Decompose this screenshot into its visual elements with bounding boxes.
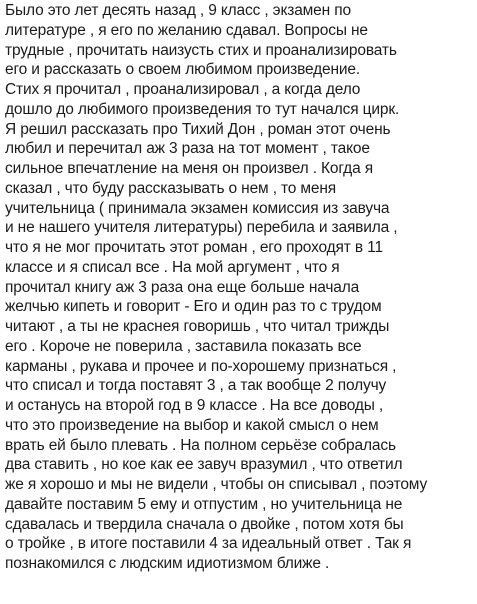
text-line: давайте поставим 5 ему и отпустим , но учительница не bbox=[5, 495, 403, 513]
text-line: трудные , прочитать наизусть стих и проанализировать bbox=[5, 41, 397, 59]
text-line: и останусь на второй год в 9 классе . На все доводы , bbox=[5, 397, 384, 414]
text-line: что это произведение на выбор и какой смысл о нем bbox=[5, 416, 379, 434]
text-line: его . Короче не поверила , заставила показать все bbox=[5, 337, 362, 355]
text-line: дошло до любимого произведения то тут начался цирк. bbox=[5, 100, 400, 118]
text-line: два ставить , но кое как ее завуч вразумил , что ответил bbox=[5, 456, 403, 474]
text-line: учительница ( принимала экзамен комиссия из завуча bbox=[5, 199, 390, 217]
text-line: прочитал книгу аж 3 раза она еще больше начала bbox=[5, 278, 360, 296]
text-line: карманы , рукава и прочее и по-хорошему признаться , bbox=[5, 357, 397, 375]
text-line: что я не мог прочитать этот роман , его проходят в 11 bbox=[5, 239, 383, 256]
text-line: классе и я списал все . На мой аргумент , что я bbox=[5, 258, 340, 276]
text-line: и не нашего учителя литературы) перебила и заявила , bbox=[5, 219, 398, 237]
text-line: желчью кипеть и говорит - Его и один раз то с трудом bbox=[5, 298, 382, 316]
text-line: же я хорошо и мы не видели , чтобы он списывал , поэтому bbox=[5, 476, 428, 493]
text-line: что списал и тогда поставят 3 , а так вообще 2 получу bbox=[5, 377, 387, 395]
text-line: литературе , я его по желанию сдавал. Вопросы не bbox=[5, 21, 368, 39]
text-line: любил и перечитал аж 3 раза на тот момент , такое bbox=[5, 140, 370, 158]
story-text bbox=[5, 1, 475, 574]
text-line: его и рассказать о своем любимом произведение. bbox=[5, 61, 361, 79]
text-line: врать ей было плевать . На полном серьёзе собралась bbox=[5, 436, 396, 454]
text-line: сдавалась и твердила сначала о двойке , потом хотя бы bbox=[5, 515, 404, 533]
text-line: сказал , что буду рассказывать о нем , то меня bbox=[5, 179, 337, 197]
text-line: Стих я прочитал , проанализировал , а когда дело bbox=[5, 81, 361, 98]
text-line: читают , а ты не краснея говоришь , что читал трижды bbox=[5, 318, 390, 335]
text-line: Было это лет десять назад , 9 класс , экзамен по bbox=[5, 2, 351, 19]
text-line: познакомился с людским идиотизмом ближе . bbox=[5, 555, 330, 572]
text-line: сильное впечатление на меня он произвел . Когда я bbox=[5, 160, 373, 177]
text-line: о тройке , в итоге поставили 4 за идеальный ответ . Так я bbox=[5, 535, 412, 553]
text-line: Я решил рассказать про Тихий Дон , роман этот очень bbox=[5, 120, 391, 138]
